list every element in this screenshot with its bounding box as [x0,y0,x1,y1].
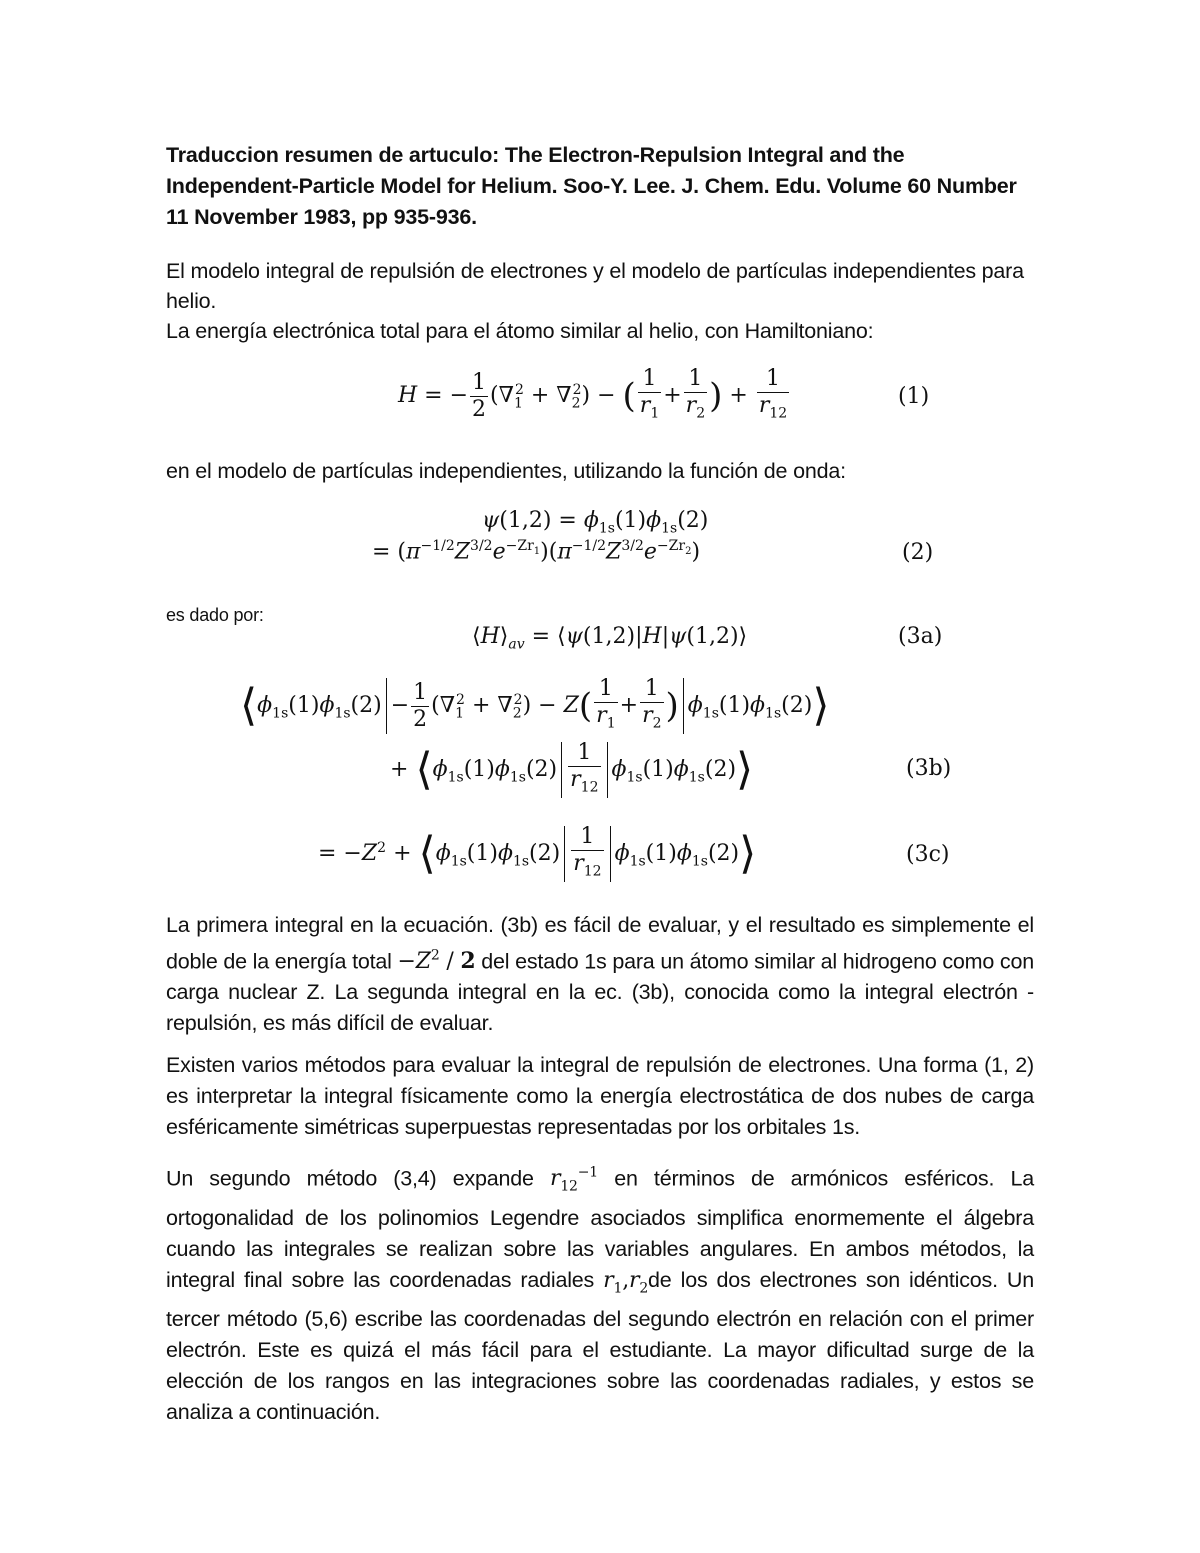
paragraph-3-part-b: en términos de armónicos esféricos. La ortogonalidad de los polinomios Legendre asociados simplifica enormemente el álgebra cuando las integrales se realizan sobre las variables angulares. En ambos métodos, la integral final sobre las coordenadas radiales [166,1166,1034,1292]
paragraph-1 [166,910,1034,1039]
equation-2-label: (2) [902,540,934,565]
equation-1-label: (1) [898,384,930,409]
paragraph-3-formula-r12: $r_{12}^{-1}$ [550,1165,598,1195]
paragraph-3-part-c: de los dos electrones son idénticos. Un tercer método (5,6) escribe las coordenadas del segundo electrón en relación con el primer electrón. Este es quizá el más fácil para el estudiante. La mayor dificultad surge de la elección de los rangos en las integraciones sobre las coordenadas radiales, y estos se analiza a continuación. [166,1267,1034,1425]
equation-3b-line-1: $⟨\phi_{1s}(1)\phi_{1s}(2)$ − $\frac{1}{2}$ $(\nabla_1^2 + \nabla_2^2) - Z$( $\frac{1}{r_1}$ + $\frac{1}{r_2}$ ) $\phi_{1s}(1)\phi_{1s}(2)⟩$ [240,676,829,736]
equation-2-line-2: = $(\pi^{-1/2}Z^{3/2}e^{-Zr_1})(\pi^{-1/2}Z^{3/2}e^{-Zr_2})$ [372,538,701,565]
heading-line-1: El modelo integral de repulsión de electrones y el modelo de partículas independientes para [166,259,1024,283]
equation-3a-label: (3a) [898,624,943,649]
intro-line: La energía electrónica total para el átomo similar al helio, con Hamiltoniano: [166,319,874,343]
paragraph-1-part-a: La primera integral en la ecuación. (3b) es fácil de evaluar, y el resultado es simplemente el doble de la energía total [166,913,1034,974]
heading-line-2: helio. [166,289,217,313]
paragraph-1-part-b: del estado 1s para un átomo similar al hidrogeno como con carga nuclear Z. La segunda integral en la ec. (3b), conocida como la integral electrón - repulsión, es más difícil de evaluar. [166,949,1034,1036]
document-title: Traduccion resumen de artuculo: The Electron-Repulsion Integral and the Independent-Particle Model for Helium. Soo-Y. Lee. J. Chem. Edu. Volume 60 Number 11 November 1983, pp 935-936. [166,143,1017,229]
paragraph-3-formula-r1r2: $r_1,r_2$ [603,1267,649,1297]
paragraph-3 [166,1158,1034,1428]
equation-1-hamiltonian: H = − $\frac{1}{2}$ $(\nabla_1^2 + \nabla_2^2)$ − ( $\frac{1}{r_1}$ + $\frac{1}{r_2}$ ) + $\frac{1}{r_{12}}$ [398,366,788,422]
equation-3b-label: (3b) [906,756,952,781]
wavefunction-intro: en el modelo de partículas independientes, utilizando la función de onda: [166,459,846,483]
equation-2-line-1: $\psi(1,2) = \phi_{1s}(1)\phi_{1s}(2)$ [482,508,709,537]
equation-3a: $⟨H⟩_{av}$ = ⟨ψ(1,2)|H|ψ(1,2)⟩ [472,624,748,653]
paragraph-2: Existen varios métodos para evaluar la integral de repulsión de electrones. Una forma (1, 2) es interpretar la integral físicamente como la energía electrostática de dos nubes de carga esféricamente simétricas superpuestas representadas por los orbitales 1s. [166,1053,1034,1139]
equation-3c-label: (3c) [906,842,950,867]
equation-3b-line-2: + $⟨\phi_{1s}(1)\phi_{1s}(2)$ $\frac{1}{r_{12}}$ $\phi_{1s}(1)\phi_{1s}(2)⟩$ [390,740,753,800]
paragraph-1-formula: $-Z^2 / 2$ [397,948,476,975]
given-by-text: es dado por: [166,605,264,625]
equation-3c: = $-Z^2$ + $⟨\phi_{1s}(1)\phi_{1s}(2)$ $\frac{1}{r_{12}}$ $\phi_{1s}(1)\phi_{1s}(2)⟩$ [318,824,756,884]
paragraph-3-part-a: Un segundo método (3,4) expande [166,1166,534,1191]
